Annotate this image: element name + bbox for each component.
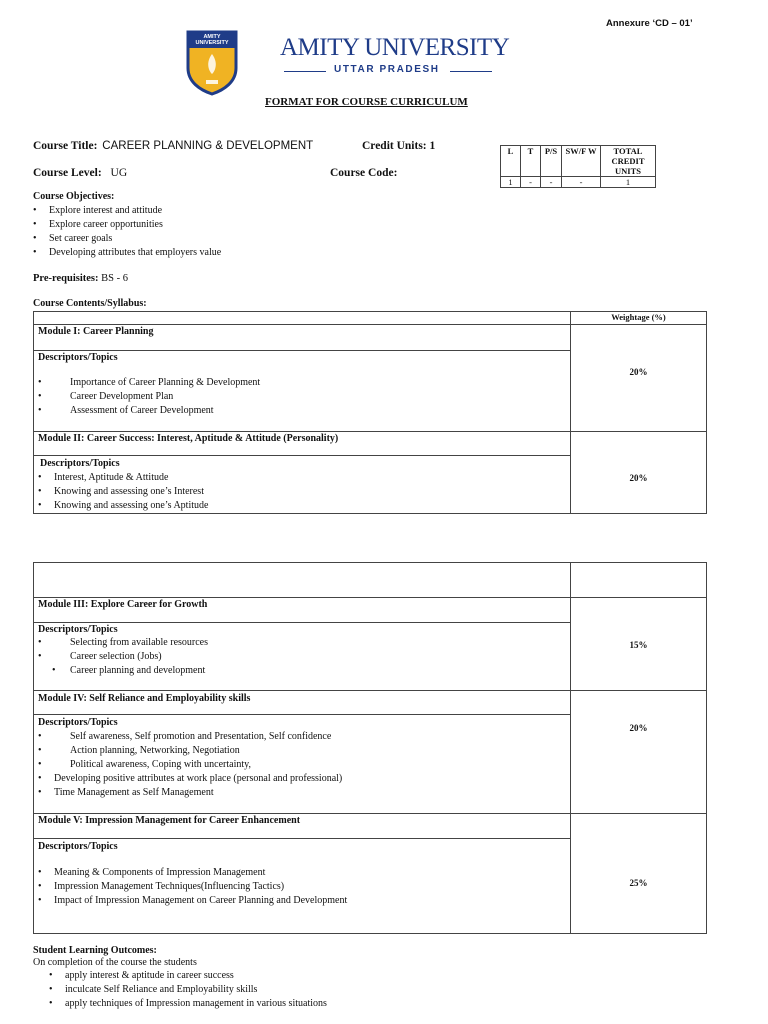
module-1-bottom-rule [33,431,707,432]
module-4-descriptors-label: Descriptors/Topics [38,717,118,728]
module-1-weightage: 20% [629,367,648,377]
table-2-header-rule [33,597,707,598]
credit-value-t: - [521,177,541,188]
topic-item: • Impression Management Techniques(Influencing Tactics) [38,880,568,894]
topic-item: • Selecting from available resources [38,636,558,650]
outcomes-list [49,969,549,1011]
course-title-row [33,140,313,152]
weightage-header: Weightage (%) [611,312,666,322]
module-3-bottom-rule [33,690,707,691]
prerequisites-value: BS - 6 [101,273,128,284]
topic-item: • Assessment of Career Development [38,404,558,418]
contents-heading: Course Contents/Syllabus: [33,298,147,309]
credit-header-swfw: SW/F W [562,146,601,177]
table-1-header-rule [33,324,707,325]
objectives-heading: Course Objectives: [33,191,115,202]
module-2-descriptors-label: Descriptors/Topics [40,458,120,469]
module-4-weightage: 20% [629,723,648,733]
module-5-topics [38,866,568,908]
objective-item: • Explore career opportunities [33,218,433,232]
course-title-label: Course Title: [33,140,98,152]
topic-item: • Time Management as Self Management [38,786,568,800]
module-5-title-rule [33,838,570,839]
module-5-weightage: 25% [629,878,648,888]
prerequisites-label: Pre-requisites: [33,273,99,284]
topic-item: • Career planning and development [52,664,558,678]
objectives-list [33,204,433,260]
outcome-item: • apply interest & aptitude in career success [49,969,549,983]
course-code-label: Course Code: [330,167,398,179]
module-1-title-rule [33,350,570,351]
annexure-label: Annexure ‘CD – 01’ [606,18,693,29]
module-2-title-rule [33,455,570,456]
module-4-title: Module IV: Self Reliance and Employability skills [38,693,251,704]
module-3-title: Module III: Explore Career for Growth [38,599,208,610]
topic-item: • Career selection (Jobs) [38,650,558,664]
credit-units-label: Credit Units: 1 [362,140,436,152]
credit-value-total: 1 [601,177,656,188]
logo-rule-left [284,71,326,72]
credit-header-t: T [521,146,541,177]
university-name: AMITY UNIVERSITY [280,34,510,61]
credit-header-ps: P/S [541,146,562,177]
outcome-item: • apply techniques of Impression management in various situations [49,997,549,1011]
module-1-topics [38,376,558,418]
objective-item: • Explore interest and attitude [33,204,433,218]
topic-item: • Impact of Impression Management on Career Planning and Development [38,894,568,908]
module-5-descriptors-label: Descriptors/Topics [38,841,118,852]
module-2-title: Module II: Career Success: Interest, Aptitude & Attitude (Personality) [38,433,339,444]
topic-item: • Career Development Plan [38,390,558,404]
topic-item: • Self awareness, Self promotion and Presentation, Self confidence [38,730,568,744]
module-4-bottom-rule [33,813,707,814]
course-level-label: Course Level: [33,167,102,179]
credit-table [500,145,656,188]
credit-value-l: 1 [501,177,521,188]
module-3-descriptors-label: Descriptors/Topics [38,624,118,635]
university-location: UTTAR PRADESH [334,64,440,75]
module-3-title-rule [33,622,570,623]
credit-table-header-row [501,146,656,177]
logo-rule-right [450,71,492,72]
module-4-title-rule [33,714,570,715]
outcomes-intro: On completion of the course the students [33,957,197,968]
course-title-value: CAREER PLANNING & DEVELOPMENT [102,140,314,152]
credit-table-value-row [501,177,656,188]
module-5-title: Module V: Impression Management for Career Enhancement [38,815,301,826]
module-2-weightage: 20% [629,473,648,483]
table-1-column-divider [570,311,571,514]
course-level-row [33,167,127,179]
course-level-value: UG [110,167,128,179]
prerequisites-row [33,273,128,284]
module-2-topics [38,471,558,513]
university-logo [184,30,240,96]
topic-item: • Developing positive attributes at work place (personal and professional) [38,772,568,786]
topic-item: • Knowing and assessing one’s Aptitude [38,499,558,513]
credit-value-swfw: - [562,177,601,188]
topic-item: • Interest, Aptitude & Attitude [38,471,558,485]
format-title: FORMAT FOR COURSE CURRICULUM [265,96,468,108]
credit-header-l: L [501,146,521,177]
outcomes-heading: Student Learning Outcomes: [33,945,157,956]
topic-item: • Importance of Career Planning & Development [38,376,558,390]
topic-item: • Meaning & Components of Impression Management [38,866,568,880]
credit-header-total: TOTAL CREDIT UNITS [601,146,656,177]
outcome-item: • inculcate Self Reliance and Employability skills [49,983,549,997]
module-1-descriptors-label: Descriptors/Topics [38,352,118,363]
objective-item: • Set career goals [33,232,433,246]
objective-item: • Developing attributes that employers value [33,246,433,260]
module-1-title: Module I: Career Planning [38,326,154,337]
module-3-weightage: 15% [629,640,648,650]
credit-value-ps: - [541,177,562,188]
module-4-topics [38,730,568,800]
topic-item: • Action planning, Networking, Negotiation [38,744,568,758]
topic-item: • Knowing and assessing one’s Interest [38,485,558,499]
topic-item: • Political awareness, Coping with uncertainty, [38,758,568,772]
module-3-topics [38,636,558,678]
shield-text: AMITY UNIVERSITY [195,34,229,46]
